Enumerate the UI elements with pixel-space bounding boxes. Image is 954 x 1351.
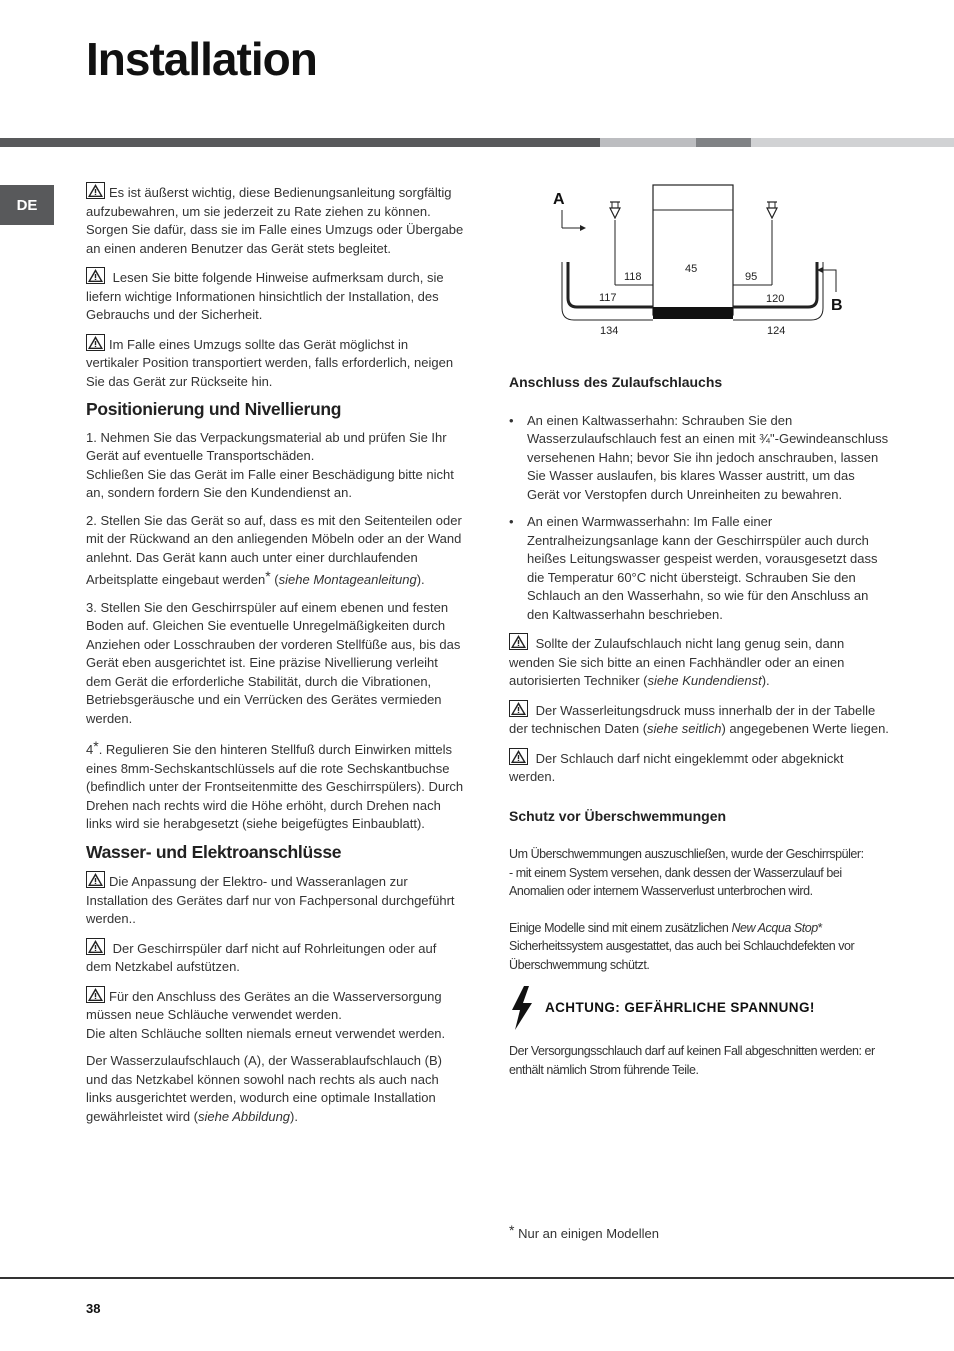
appliance-body	[653, 185, 733, 319]
list-item: • An einen Warmwasserhahn: Im Falle einer Zentralheizungsanlage kann der Geschirrspüler auch durch heißes Leitungswasser gespeist werden, vorausgesetzt dass die Temperatur 60°C nicht übersteigt. Schrauben Sie den Schlauch an den Wasserhahn, so wie für den Anschluss an den Kaltwasserhahn beschrieben.	[509, 513, 889, 624]
warning-paragraph: Im Falle eines Umzugs sollte das Gerät möglichst in vertikaler Position transportiert werden, falls erforderlich, neigen Sie das Gerät zur Rückseite hin.	[86, 334, 464, 392]
left-column	[86, 182, 464, 1135]
tap-left-icon	[610, 202, 620, 218]
dimension-label: 120	[766, 293, 785, 305]
page-title: Installation	[86, 33, 317, 85]
section-heading: Positionierung und Nivellierung	[86, 399, 342, 419]
body-paragraph: Der Versorgungsschlauch darf auf keinen Fall abgeschnitten werden: er enthält nämlich Strom führende Teile.	[509, 1044, 875, 1077]
header-bar-pale	[751, 138, 954, 147]
warning-paragraph: Der Geschirrspüler darf nicht auf Rohrleitungen oder auf dem Netzkabel aufstützen.	[86, 938, 464, 977]
body-paragraph: 1. Nehmen Sie das Verpackungsmaterial ab und prüfen Sie Ihr Gerät auf eventuelle Transportschäden. Schließen Sie das Gerät im Falle einer Beschädigung bitte nicht an, sondern fordern Sie den Kundendienst an.	[86, 429, 454, 500]
dimension-label: 134	[600, 325, 619, 337]
bullet-list	[509, 412, 889, 625]
warning-paragraph: Der Wasserleitungsdruck muss innerhalb der in der Tabelle der technischen Daten (siehe seitlich) angegebenen Werte liegen.	[509, 700, 889, 739]
section-heading: Schutz vor Überschwemmungen	[509, 807, 727, 824]
list-item: • An einen Kaltwasserhahn: Schrauben Sie den Wasserzulaufschlauch fest an einen mit ¾"-Gewindeanschluss versehenen Hahn; bevor Sie ihn jedoch anschrauben, lassen Sie Wasser auslaufen, bis klares Wasser austritt, um das Gerät vor Verstopfen durch Unreinheiten zu bewahren.	[509, 412, 889, 505]
body-paragraph: 4*. Regulieren Sie den hinteren Stellfuß durch Einwirken mittels eines 8mm-Sechskantschlüssels auf die rote Sechskantbuchse (befindlich unter der Frontseitenmitte des Geschirrspülers). Durch Drehen nach rechts wird die Höhe erhöht, durch Drehen nach links wird sie herabgesetzt (siehe beigefügtes Einbaublatt).	[86, 738, 464, 831]
warning-paragraph: Für den Anschluss des Gerätes an die Wasserversorgung müssen neue Schläuche verwendet werden. Die alten Schläuche sollten niemals erneut verwendet werden.	[86, 986, 464, 1044]
body-paragraph: Einige Modelle sind mit einem zusätzlichen New Acqua Stop* Sicherheitssystem ausgestattet, das auch bei Schlauchdefekten vor Überschwemmung schützt.	[509, 920, 855, 972]
label-b: B	[831, 297, 843, 314]
warning-triangle-icon	[86, 871, 105, 888]
tap-right-icon	[767, 202, 777, 218]
installation-diagram	[540, 180, 860, 350]
section-heading: Anschluss des Zulaufschlauchs	[509, 374, 723, 390]
warning-triangle-icon	[509, 633, 528, 650]
page-number: 38	[86, 1301, 101, 1316]
warning-triangle-icon	[509, 700, 528, 717]
warning-triangle-icon	[86, 986, 105, 1003]
footnote: * Nur an einigen Modellen	[509, 1222, 660, 1241]
warning-triangle-icon	[86, 334, 105, 351]
body-paragraph: 2. Stellen Sie das Gerät so auf, dass es mit den Seitenteilen oder mit der Rückwand an den anliegenden Möbeln oder an der Wand anlehnt. Das Gerät kann auch unter einer durchlaufenden Arbeitsplatte eingebaut werden* (siehe Montageanleitung).	[86, 512, 462, 587]
header-bar-dark	[0, 138, 600, 147]
section-heading: Wasser- und Elektroanschlüsse	[86, 841, 342, 862]
header-bar-mid	[696, 138, 751, 147]
language-tab: DE	[0, 185, 54, 225]
right-column	[509, 373, 889, 1088]
dimension-label: 124	[767, 325, 786, 337]
warning-paragraph: Der Schlauch darf nicht eingeklemmt oder abgeknickt werden.	[509, 748, 889, 787]
dimension-label: 118	[624, 271, 642, 283]
dimension-label: 117	[599, 292, 617, 304]
warning-triangle-icon	[509, 748, 528, 765]
danger-title: ACHTUNG: GEFÄHRLICHE SPANNUNG!	[545, 999, 815, 1015]
warning-triangle-icon	[86, 182, 105, 199]
footer-rule	[0, 1277, 954, 1279]
body-paragraph: Um Überschwemmungen auszuschließen, wurde der Geschirrspüler: - mit einem System versehen, dank dessen der Wasserzulauf bei Anomalien oder internem Wasserverlust unterbrochen wird.	[509, 847, 864, 898]
warning-triangle-icon	[86, 938, 105, 955]
danger-notice	[509, 986, 889, 1030]
label-a: A	[553, 191, 565, 208]
warning-paragraph: Sollte der Zulaufschlauch nicht lang genug sein, dann wenden Sie sich bitte an einen Fachhändler oder an einen autorisierten Techniker (siehe Kundendienst).	[509, 633, 889, 691]
warning-paragraph: Lesen Sie bitte folgende Hinweise aufmerksam durch, sie liefern wichtige Informationen hinsichtlich der Installation, des Gebrauchs und der Sicherheit.	[86, 267, 464, 325]
body-paragraph: Der Wasserzulaufschlauch (A), der Wasserablaufschlauch (B) und das Netzkabel können sowohl nach rechts als auch nach links ausgerichtet werden, wodurch eine optimale Installation gewährleistet wird (siehe Abbildung).	[86, 1053, 442, 1124]
warning-paragraph: Die Anpassung der Elektro- und Wasseranlagen zur Installation des Gerätes darf nur von Fachpersonal durchgeführt werden..	[86, 871, 464, 929]
lightning-bolt-icon	[509, 986, 535, 1030]
dimension-label: 45	[685, 263, 698, 275]
dimension-label: 95	[745, 271, 758, 283]
header-bar-light	[600, 138, 696, 147]
warning-triangle-icon	[86, 267, 105, 284]
warning-paragraph: Es ist äußerst wichtig, diese Bedienungsanleitung sorgfältig aufzubewahren, um sie jederzeit zu Rate ziehen zu können. Sorgen Sie dafür, dass sie im Falle eines Umzugs oder Übergabe an einen anderen Benutzer das Gerät stets begleitet.	[86, 182, 464, 258]
body-paragraph: 3. Stellen Sie den Geschirrspüler auf einem ebenen und festen Boden auf. Gleichen Sie eventuelle Unregelmäßigkeiten durch Anziehen oder Losschrauben der vorderen Stellfüße aus, bis das Gerät eben ausgerichtet ist. Eine präzise Nivellierung verleiht dem Gerät die erforderliche Stabilität, durch die Vibrationen, Betriebsgeräusche und ein Verrücken des Gerätes vermieden werden.	[86, 599, 461, 726]
